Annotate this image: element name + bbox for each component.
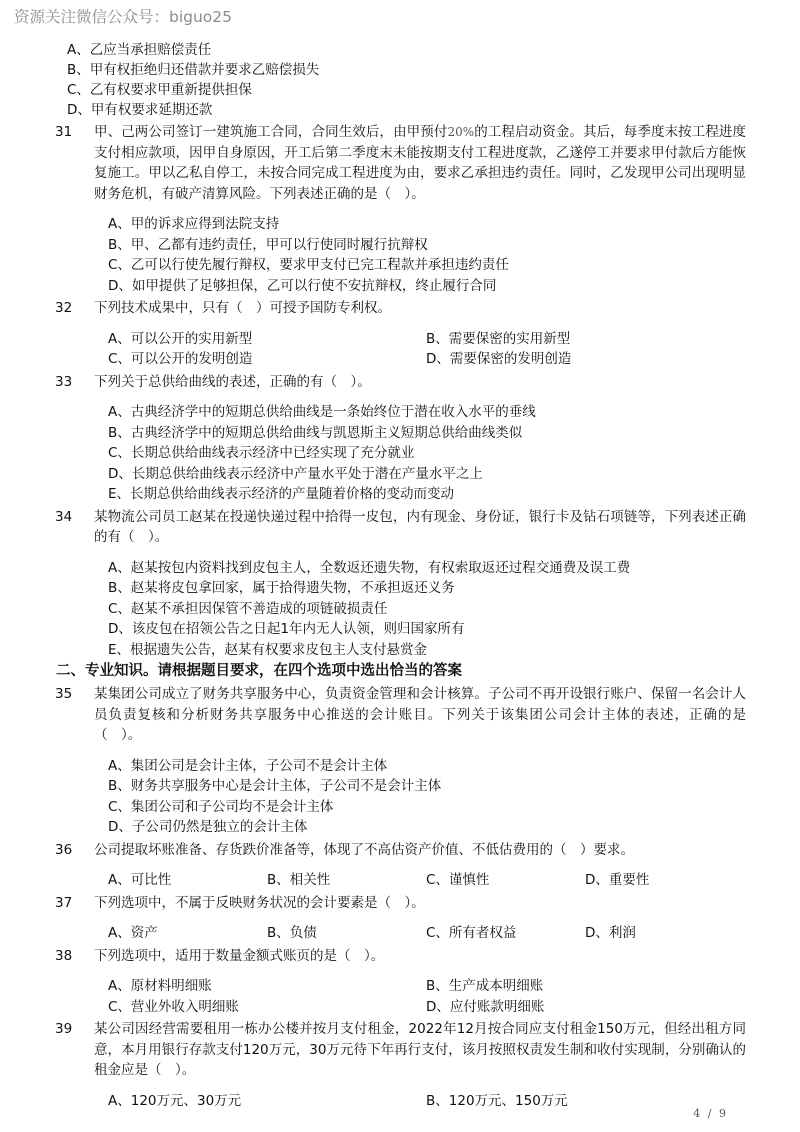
question-text: 下列关于总供给曲线的表述，正确的有（ ）。 (94, 373, 371, 390)
question-number: 35 (55, 686, 73, 702)
question-text: 下列选项中，不属于反映财务状况的会计要素是（ ）。 (94, 894, 425, 911)
option: E、长期总供给曲线表示经济的产量随着价格的变动而变动 (108, 486, 455, 502)
option: C、谨慎性 (426, 872, 490, 888)
options (0, 976, 800, 1017)
question-text: 某集团公司成立了财务共享服务中心，负责资金管理和会计核算。子公司不再开设银行账户、保留一名会计人员负责复核和分析财务共享服务中心推送的会计账目。下列关于该集团公司会计主体的表述，正确的是（ ）。 (94, 686, 746, 743)
option: B、相关性 (267, 872, 331, 888)
option: D、长期总供给曲线表示经济中产量水平处于潜在产量水平之上 (108, 465, 483, 482)
option: D、该皮包在招领公告之日起1年内无人认领，则归国家所有 (108, 621, 465, 637)
question-36 (0, 840, 800, 891)
option: C、可以公开的发明创造 (108, 351, 253, 367)
option: D、应付账款明细账 (426, 998, 545, 1015)
question-text: 公司提取坏账准备、存货跌价准备等，体现了不高估资产价值、不低估费用的（ ）要求。 (94, 841, 634, 858)
option: A、原材料明细账 (108, 978, 212, 994)
question-34 (0, 507, 800, 661)
options (0, 558, 800, 661)
option: A、可比性 (108, 872, 172, 888)
option: D、子公司仍然是独立的会计主体 (108, 819, 308, 835)
question-number: 33 (55, 373, 73, 390)
question-33 (0, 372, 800, 505)
option: C、赵某不承担因保管不善造成的项链破损责任 (108, 600, 388, 617)
option: C、乙有权要求甲重新提供担保 (67, 82, 252, 98)
question-text-part: 甲、己两公司签订一建筑施工合同，合同生效后，由甲预付 (94, 124, 448, 140)
question-text (94, 122, 746, 204)
question-text: 下列技术成果中，只有（ ）可授予国防专利权。 (94, 300, 391, 316)
option: A、120万元、30万元 (108, 1092, 242, 1109)
options (0, 870, 800, 891)
option: C、集团公司和子公司均不是会计主体 (108, 798, 334, 815)
option: C、所有者权益 (426, 925, 517, 941)
option: B、负债 (267, 925, 317, 941)
option: B、需要保密的实用新型 (426, 330, 571, 347)
option: B、甲、乙都有违约责任，甲可以行使同时履行抗辩权 (108, 236, 428, 253)
question-38 (0, 946, 800, 1018)
option: D、利润 (585, 925, 636, 941)
option: D、甲有权要求延期还款 (67, 102, 213, 118)
question-31 (0, 122, 800, 296)
question-text-part: 的工程启动资金。其后，每季度末按工程进度支付相应款项，因甲自身原因，开工后第二季度末未能按期支付工程进度款，乙遂停工并要求甲付款后方能恢复施工。甲以乙私自停工，未按合同完成工程进度为由，要求乙承担违约责任。同时，乙发现甲公司出现明显财务危机，有破产清算风险。下列表述正确的是（ ）。 (94, 124, 747, 202)
options (0, 329, 800, 370)
option: A、甲的诉求应得到法院支持 (108, 216, 280, 232)
option: D、重要性 (585, 872, 650, 888)
option: A、古典经济学中的短期总供给曲线是一条始终位于潜在收入水平的垂线 (108, 404, 536, 420)
option: D、如甲提供了足够担保，乙可以行使不安抗辩权，终止履行合同 (108, 277, 497, 294)
question-text: 下列选项中，适用于数量金额式账页的是（ ）。 (94, 947, 385, 964)
question-number: 34 (55, 508, 73, 525)
option: B、财务共享服务中心是会计主体，子公司不是会计主体 (108, 778, 442, 794)
question-text: 某物流公司员工赵某在投递快递过程中拾得一皮包，内有现金、身份证，银行卡及钻石项链等，下列表述正确的有（ ）。 (94, 508, 746, 545)
option: B、甲有权拒绝归还借款并要求乙赔偿损失 (67, 62, 320, 78)
question-32 (0, 298, 800, 370)
section-heading: 二、专业知识。请根据题目要求，在四个选项中选出恰当的答案 (56, 663, 462, 679)
question-number: 36 (55, 841, 73, 858)
prev-question-options (0, 40, 800, 120)
option: E、根据遗失公告，赵某有权要求皮包主人支付悬赏金 (108, 641, 428, 658)
option: C、乙可以行使先履行辩权，要求甲支付已完工程款并承担违约责任 (108, 257, 509, 273)
question-number: 32 (55, 300, 73, 316)
options (0, 1091, 800, 1112)
question-37 (0, 893, 800, 944)
question-number: 39 (55, 1021, 73, 1037)
option: C、长期总供给曲线表示经济中已经实现了充分就业 (108, 445, 415, 461)
question-number: 31 (55, 124, 73, 140)
percent-value: 20% (447, 125, 475, 139)
option: B、赵某将皮包拿回家，属于拾得遗失物，不承担返还义务 (108, 580, 455, 596)
option: C、营业外收入明细账 (108, 998, 239, 1015)
options (0, 923, 800, 944)
options (0, 756, 800, 838)
option: A、可以公开的实用新型 (108, 330, 253, 347)
option: A、赵某按包内资料找到皮包主人，全数返还遗失物，有权索取返还过程交通费及误工费 (108, 559, 631, 576)
option: B、120万元、150万元 (426, 1092, 568, 1109)
question-39 (0, 1019, 800, 1111)
option: B、古典经济学中的短期总供给曲线与凯恩斯主义短期总供给曲线类似 (108, 424, 523, 441)
page-content (0, 40, 800, 1111)
watermark: 资源关注微信公众号：biguo25 (14, 8, 233, 26)
option: A、资产 (108, 925, 158, 941)
option: B、生产成本明细账 (426, 978, 544, 994)
option: D、需要保密的发明创造 (426, 351, 572, 367)
question-number: 38 (55, 947, 73, 964)
options (0, 402, 800, 505)
question-35 (0, 684, 800, 838)
question-number: 37 (55, 894, 73, 911)
option: A、乙应当承担赔偿责任 (67, 42, 212, 58)
question-text: 某公司因经营需要租用一栋办公楼并按月支付租金，2022年12月按合同应支付租金150万元，但经出租方同意，本月用银行存款支付120万元，30万元待下年再行支付，该月按照权责发生制和收付实现制，分别确认的租金应是（ ）。 (94, 1021, 746, 1078)
option: A、集团公司是会计主体，子公司不是会计主体 (108, 757, 388, 774)
page-number: 4 / 9 (693, 1107, 728, 1120)
options (0, 214, 800, 296)
